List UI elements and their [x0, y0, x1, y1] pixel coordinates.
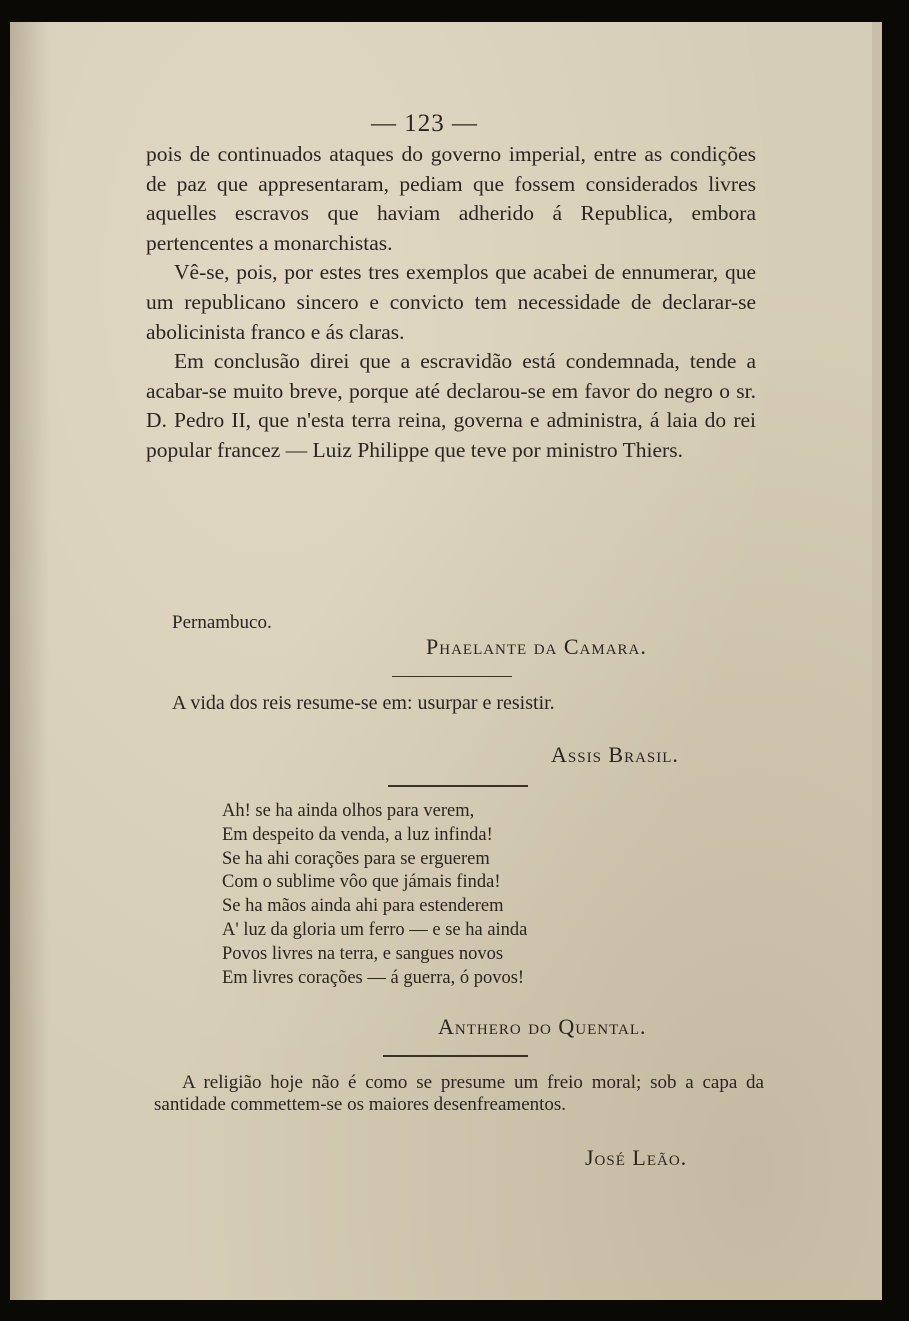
signature-phaelante: Phaelante da Camara.: [426, 634, 647, 659]
poem-line: A' luz da gloria um ferro — e se ha ainda: [222, 919, 528, 940]
signature-assis: Assis Brasil.: [551, 742, 679, 767]
poem-line: Povos livres na terra, e sangues novos: [222, 943, 504, 964]
poem-line: Se ha ahi corações para se erguerem: [222, 848, 490, 869]
poem-line: Com o sublime vôo que jámais finda!: [222, 872, 501, 893]
signature-jose: José Leão.: [585, 1145, 688, 1170]
paragraph-1: pois de continuados ataques do governo imperial, entre as condições de paz que appresentaram, pediam que fossem considerados livres aquelles escravos que haviam adherido á Republica, embora pertencentes a monarchistas.: [146, 142, 756, 255]
body-text: [146, 140, 756, 466]
divider-2: [388, 785, 528, 787]
page-edge: [872, 22, 882, 1300]
poem-line: Em livres corações — á guerra, ó povos!: [222, 967, 525, 988]
quote-jose: A religião hoje não é como se presume um freio moral; sob a capa da santidade commettem-se os maiores desenfreamentos.: [154, 1072, 764, 1115]
paragraph-3: Em conclusão direi que a escravidão está condemnada, tende a acabar-se muito breve, porque até declarou-se em favor do negro o sr. D. Pedro II, que n'esta terra reina, governa e administra, á laia do rei popular francez — Luiz Philippe que teve por ministro Thiers.: [146, 349, 756, 462]
signature-anthero: Anthero do Quental.: [438, 1014, 647, 1039]
poem-line: Ah! se ha ainda olhos para verem,: [222, 801, 475, 821]
divider-3: [383, 1055, 528, 1057]
poem-line: Se ha mãos ainda ahi para estenderem: [222, 896, 504, 917]
divider-1: [392, 676, 512, 677]
poem: [222, 800, 527, 990]
quote-assis: A vida dos reis resume-se em: usurpar e resistir.: [172, 692, 555, 714]
location-text: Pernambuco.: [172, 612, 272, 633]
paragraph-2: Vê-se, pois, por estes tres exemplos que acabei de ennumerar, que um republicano sincero e convicto tem necessidade de declarar-se abolicinista franco e ás claras.: [146, 260, 756, 344]
page-number: — 123 —: [371, 110, 478, 137]
poem-line: Em despeito da venda, a luz infinda!: [222, 824, 493, 845]
